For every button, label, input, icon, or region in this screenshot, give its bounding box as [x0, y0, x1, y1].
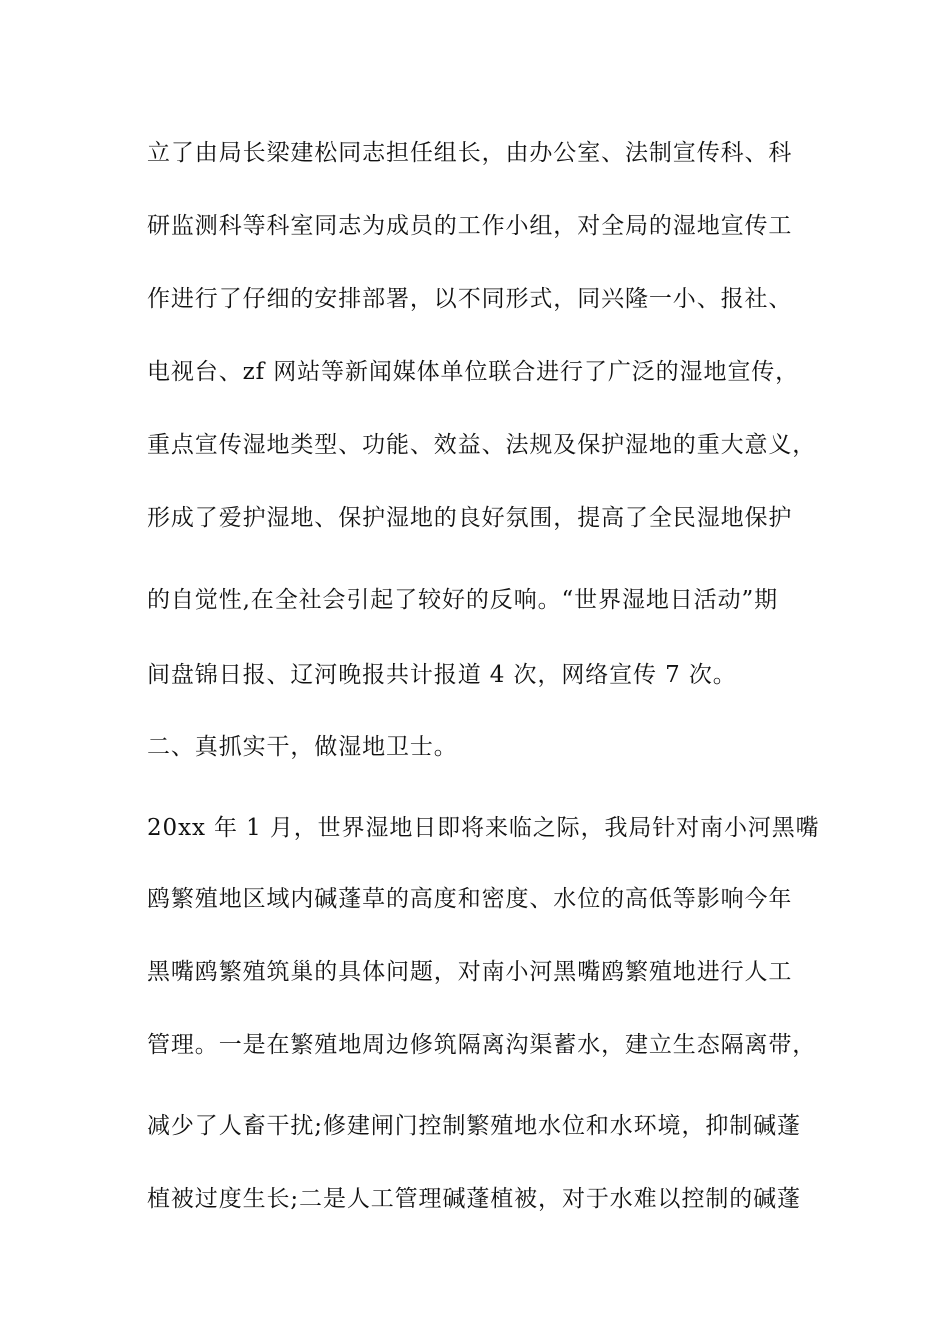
text-line-8: 间盘锦日报、辽河晚报共计报道 4 次，网络宣传 7 次。 [147, 662, 737, 688]
text-line-1: 立了由局长梁建松同志担任组长，由办公室、法制宣传科、科 [147, 140, 793, 166]
text-line-13: 管理。一是在繁殖地周边修筑隔离沟渠蓄水，建立生态隔离带， [147, 1032, 817, 1058]
text-line-7: 的自觉性,在全社会引起了较好的反响。“世界湿地日活动”期 [147, 587, 779, 613]
text-line-4: 电视台、zf 网站等新闻媒体单位联合进行了广泛的湿地宣传， [147, 359, 800, 385]
section-heading: 二、真抓实干，做湿地卫士。 [147, 734, 458, 760]
text-line-10: 20xx 年 1 月，世界湿地日即将来临之际，我局针对南小河黑嘴 [147, 815, 820, 841]
text-line-15: 植被过度生长;二是人工管理碱蓬植被，对于水难以控制的碱蓬 [147, 1186, 801, 1212]
text-line-6: 形成了爱护湿地、保护湿地的良好氛围，提高了全民湿地保护 [147, 505, 793, 531]
text-line-5: 重点宣传湿地类型、功能、效益、法规及保护湿地的重大意义， [147, 432, 817, 458]
text-line-3: 作进行了仔细的安排部署，以不同形式，同兴隆一小、报社、 [147, 286, 793, 312]
text-line-12: 黑嘴鸥繁殖筑巢的具体问题，对南小河黑嘴鸥繁殖地进行人工 [147, 959, 793, 985]
text-line-14: 减少了人畜干扰;修建闸门控制繁殖地水位和水环境，抑制碱蓬 [147, 1113, 801, 1139]
text-line-2: 研监测科等科室同志为成员的工作小组，对全局的湿地宣传工 [147, 213, 793, 239]
text-line-11: 鸥繁殖地区域内碱蓬草的高度和密度、水位的高低等影响今年 [147, 886, 793, 912]
